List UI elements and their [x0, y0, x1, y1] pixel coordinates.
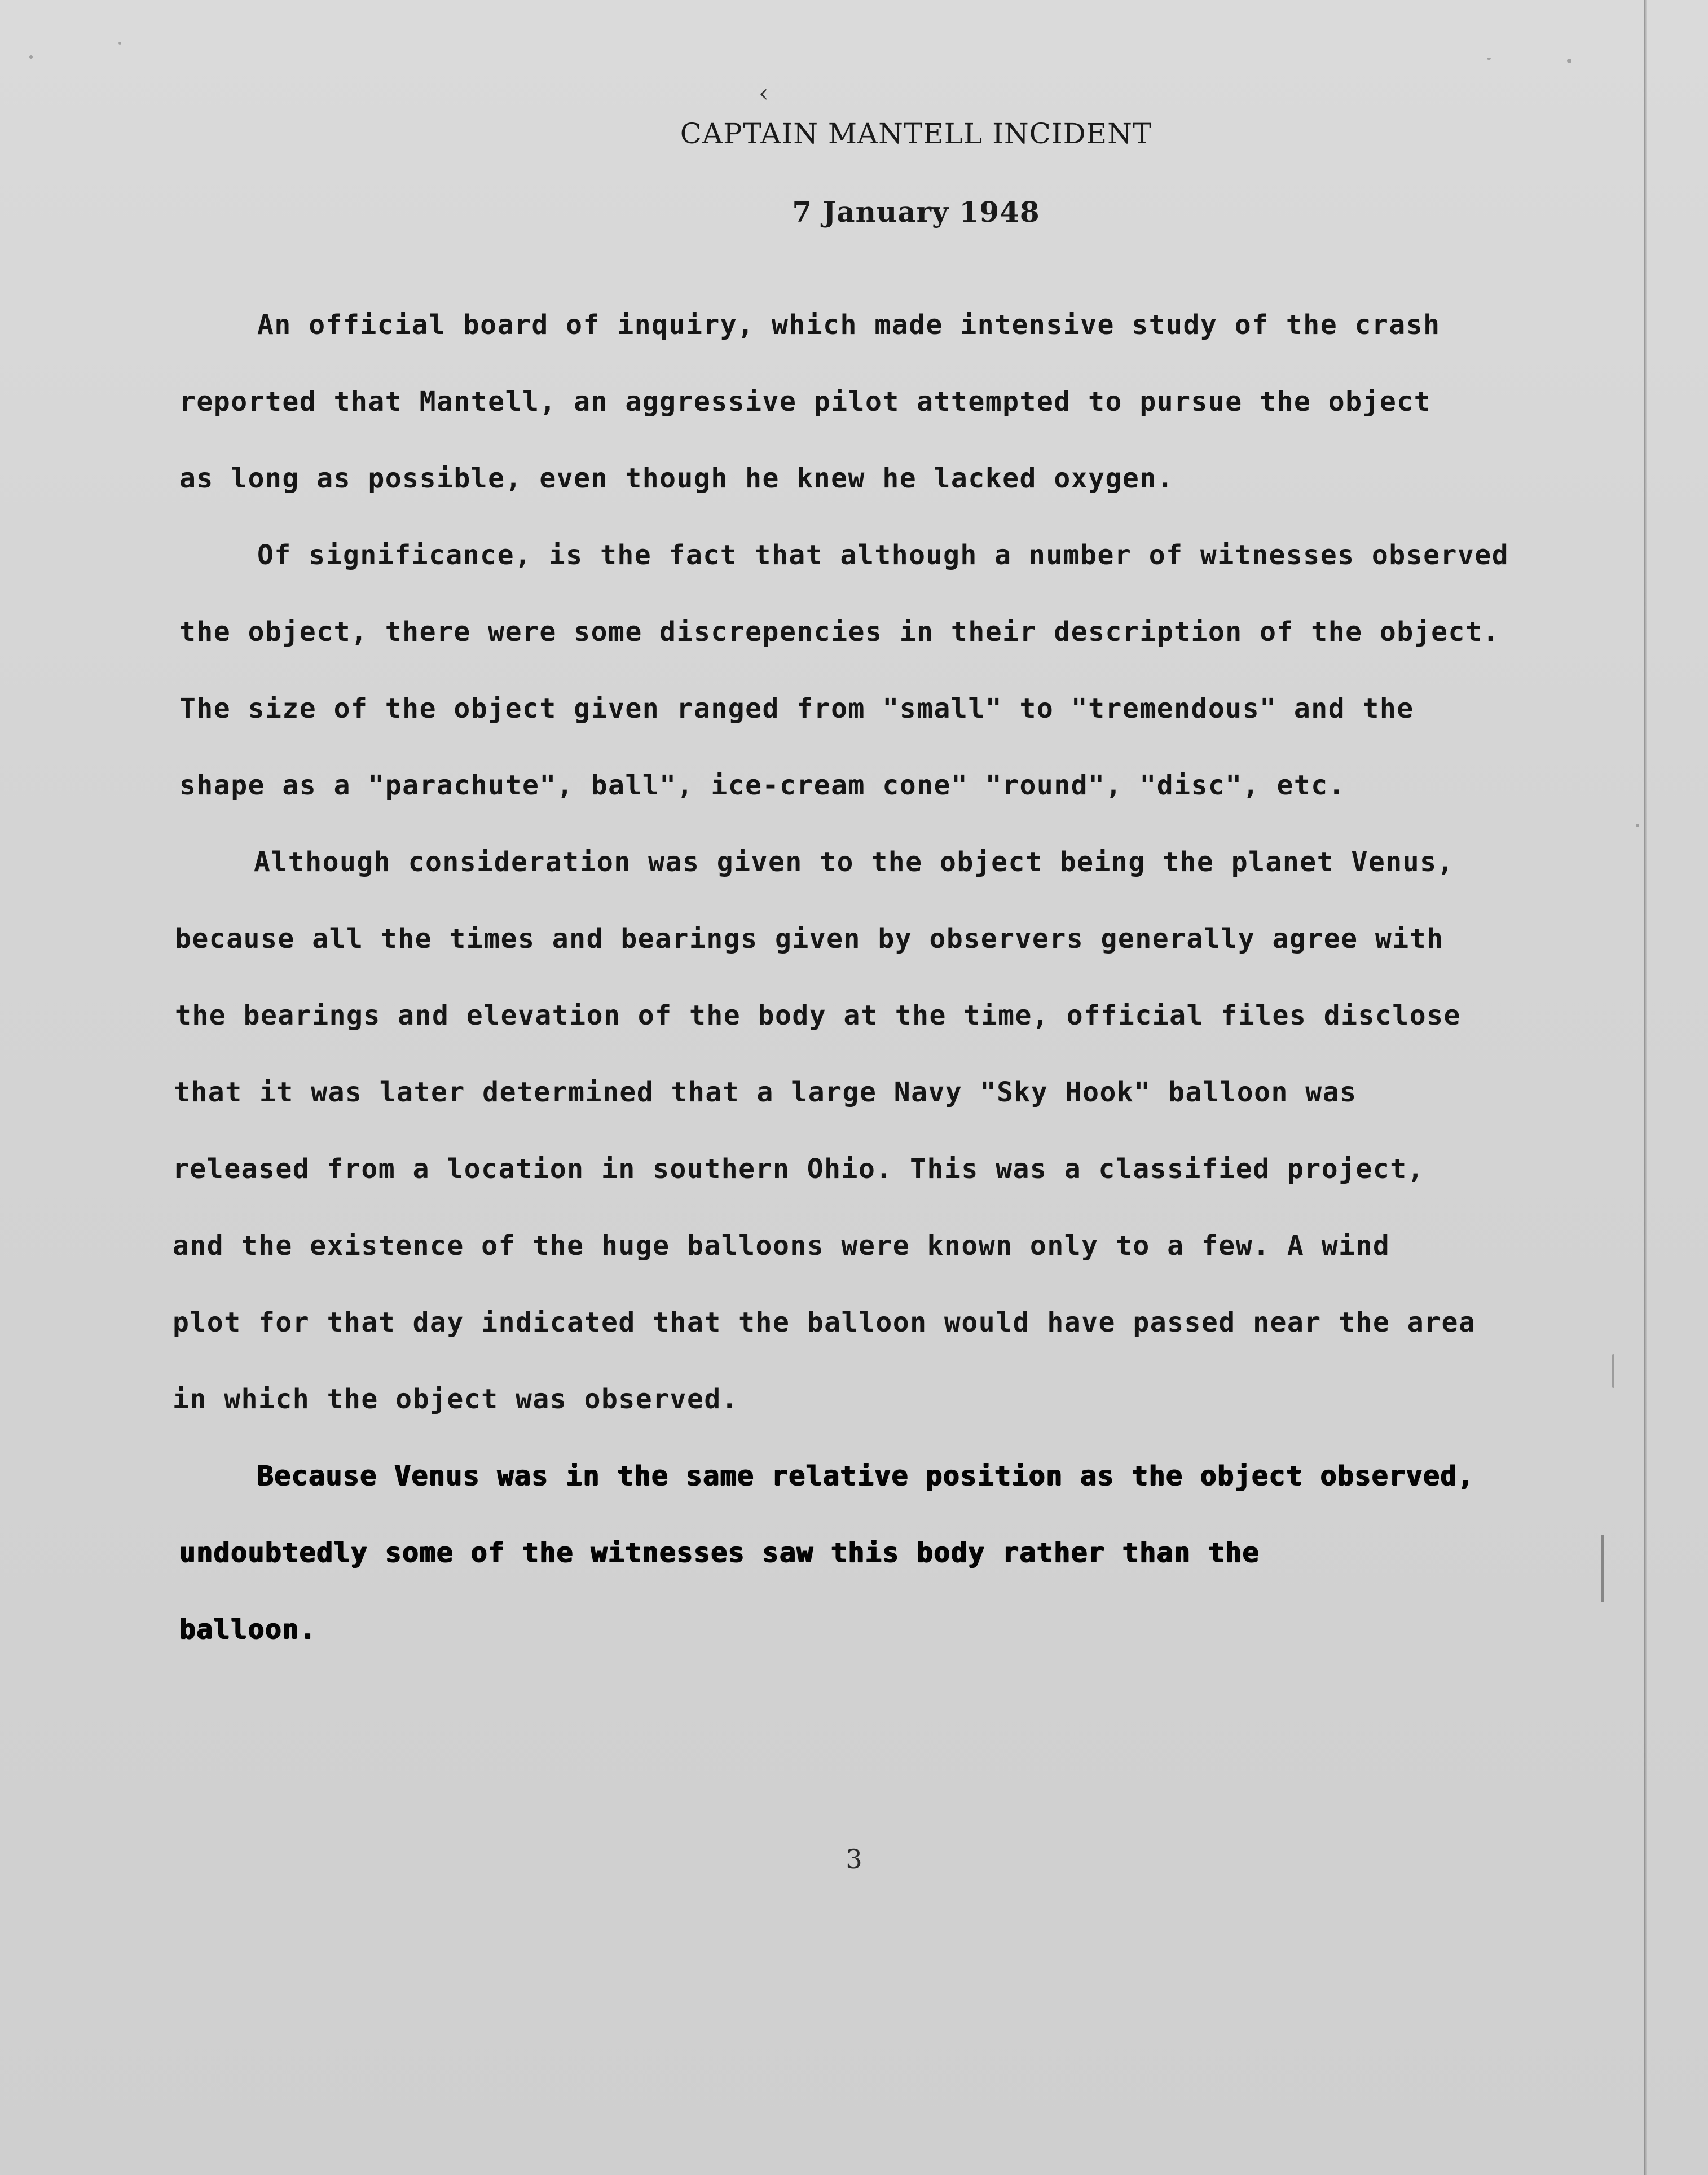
text-line: plot for that day indicated that the balloon would have passed near the area	[173, 1307, 1476, 1338]
scan-speck	[1567, 59, 1571, 63]
text-line-emphasized: balloon.	[179, 1614, 317, 1645]
scan-speck	[1487, 58, 1491, 60]
text-line: in which the object was observed.	[173, 1383, 739, 1415]
text-line: Although consideration was given to the object being the planet Venus,	[254, 846, 1454, 878]
text-line: as long as possible, even though he knew he lacked oxygen.	[179, 463, 1174, 494]
text-line: released from a location in southern Ohio. This was a classified project,	[173, 1153, 1425, 1185]
scan-speck	[118, 42, 121, 45]
text-line-emphasized: Because Venus was in the same relative position as the object observed,	[257, 1460, 1475, 1492]
document-title: CAPTAIN MANTELL INCIDENT	[680, 117, 1152, 150]
handwritten-tick-mark: ‹	[759, 79, 769, 108]
scan-speck	[1636, 824, 1639, 827]
text-line: and the existence of the huge balloons were known only to a few. A wind	[173, 1230, 1390, 1262]
text-line: that it was later determined that a large Navy "Sky Hook" balloon was	[174, 1076, 1357, 1108]
text-line: reported that Mantell, an aggressive pilot attempted to pursue the object	[179, 386, 1432, 418]
page-number: 3	[846, 1844, 862, 1874]
text-line: An official board of inquiry, which made intensive study of the crash	[257, 309, 1441, 341]
text-line-emphasized: undoubtedly some of the witnesses saw this body rather than the	[179, 1537, 1260, 1568]
text-line: the object, there were some discrepencies in their description of the object.	[179, 616, 1500, 648]
text-line: because all the times and bearings given by observers generally agree with	[175, 923, 1444, 955]
scan-streak	[1601, 1535, 1604, 1602]
text-line: Of significance, is the fact that although a number of witnesses observed	[257, 539, 1509, 571]
document-date: 7 January 1948	[792, 195, 1040, 229]
text-line: The size of the object given ranged from "small" to "tremendous" and the	[179, 693, 1414, 724]
text-line: the bearings and elevation of the body at the time, official files disclose	[175, 1000, 1461, 1031]
scan-streak	[1612, 1354, 1614, 1388]
scan-speck	[29, 55, 33, 59]
text-line: shape as a "parachute", ball", ice-cream cone" "round", "disc", etc.	[179, 770, 1346, 801]
